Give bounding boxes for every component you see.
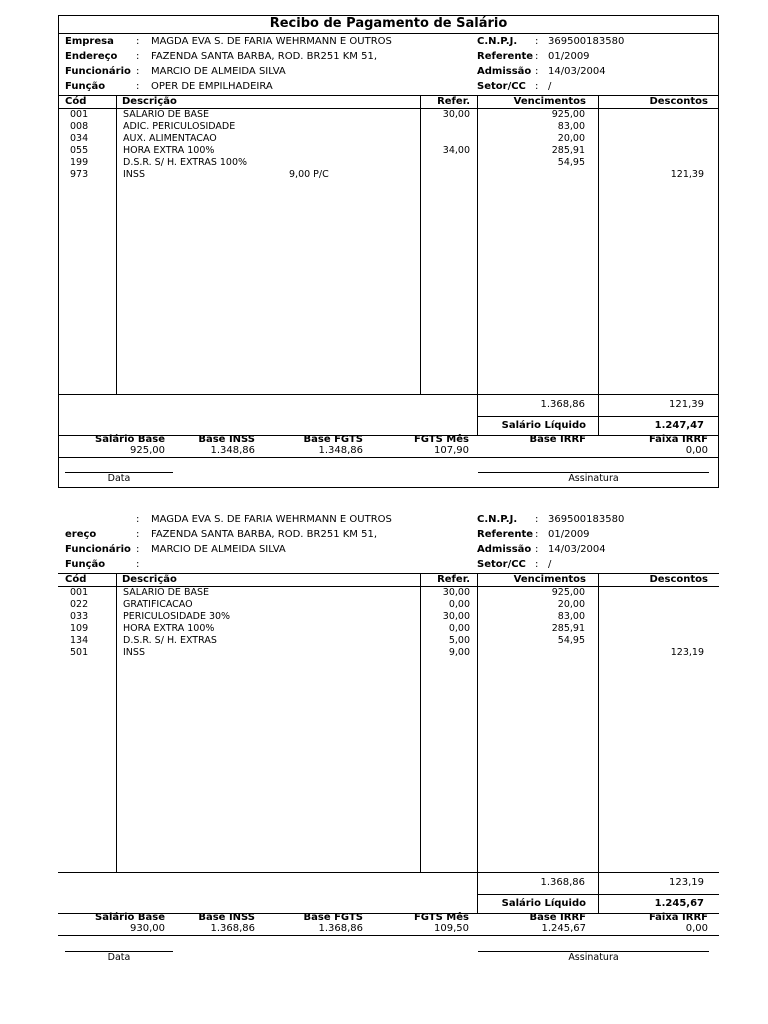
table-row-cod: 033: [70, 611, 89, 622]
table-row-venc: 83,00: [557, 121, 585, 132]
sep: :: [535, 544, 539, 555]
date-label: Data: [107, 952, 131, 963]
base-value: 930,00: [130, 923, 165, 934]
table-row-cod: 001: [70, 109, 89, 120]
label-cnpj: C.N.P.J.: [477, 36, 518, 47]
value-setor: /: [548, 81, 552, 92]
value-funcionario: MARCIO DE ALMEIDA SILVA: [151, 66, 286, 77]
table-row-cod: 008: [70, 121, 89, 132]
total-vencimentos: 1.368,86: [540, 877, 585, 888]
divider: [58, 935, 719, 936]
col-refer: Refer.: [437, 96, 470, 107]
base-label: Base INSS: [198, 912, 255, 923]
label-setor: Setor/CC: [477, 559, 526, 570]
sep: :: [535, 559, 539, 570]
label-admissao: Admissão: [477, 544, 532, 555]
value-admissao: 14/03/2004: [548, 544, 606, 555]
value-empresa: MAGDA EVA S. DE FARIA WEHRMANN E OUTROS: [151, 36, 392, 47]
base-value: 925,00: [130, 445, 165, 456]
col-divider: [116, 95, 117, 394]
value-setor: /: [548, 559, 552, 570]
date-label: Data: [107, 473, 131, 484]
table-row-venc: 285,91: [551, 145, 585, 156]
table-row-refer: 30,00: [442, 611, 470, 622]
label-referente: Referente: [477, 51, 534, 62]
col-refer: Refer.: [437, 574, 470, 585]
value-cnpj: 369500183580: [548, 514, 625, 525]
base-value: 1.348,86: [318, 445, 363, 456]
value-referente: 01/2009: [548, 529, 590, 540]
base-label: Faixa IRRF: [648, 434, 708, 445]
salario-liquido-value: 1.247,47: [654, 420, 704, 431]
table-row-venc: 285,91: [551, 623, 585, 634]
col-vencimentos: Vencimentos: [513, 574, 586, 585]
table-row-refer: 0,00: [448, 599, 470, 610]
salario-liquido-label: Salário Líquido: [501, 420, 586, 431]
col-vencimentos: Vencimentos: [513, 96, 586, 107]
base-label: Base FGTS: [303, 912, 363, 923]
base-label: FGTS Mês: [413, 434, 469, 445]
table-row-cod: 134: [70, 635, 89, 646]
divider: [58, 872, 719, 873]
value-admissao: 14/03/2004: [548, 66, 606, 77]
sep: :: [136, 36, 140, 47]
table-row-cod: 022: [70, 599, 89, 610]
base-label: Faixa IRRF: [648, 912, 708, 923]
signature-label: Assinatura: [568, 473, 619, 484]
sep: :: [136, 529, 140, 540]
base-value: 1.368,86: [210, 923, 255, 934]
salario-liquido-label: Salário Líquido: [501, 898, 586, 909]
value-funcionario: MARCIO DE ALMEIDA SILVA: [151, 544, 286, 555]
sep: :: [136, 66, 140, 77]
base-label: Base IRRF: [529, 434, 586, 445]
base-value: 0,00: [685, 923, 708, 934]
table-row-desc: SALARIO DE BASE: [123, 587, 210, 598]
table-row-refer: 34,00: [442, 145, 470, 156]
sep: :: [535, 51, 539, 62]
sep: :: [535, 81, 539, 92]
sep: :: [136, 514, 140, 525]
base-label: Base FGTS: [303, 434, 363, 445]
col-cod: Cód: [65, 574, 87, 585]
total-vencimentos: 1.368,86: [540, 399, 585, 410]
base-label: Base IRRF: [529, 912, 586, 923]
table-row-desc: ADIC. PERICULOSIDADE: [123, 121, 236, 132]
table-row-venc: 20,00: [557, 133, 585, 144]
sep: :: [535, 36, 539, 47]
col-divider: [420, 95, 421, 394]
table-row-desc: D.S.R. S/ H. EXTRAS 100%: [123, 157, 248, 168]
col-divider: [598, 573, 599, 913]
base-value: 1.245,67: [541, 923, 586, 934]
divider: [477, 894, 719, 895]
table-row-desc: INSS: [123, 647, 145, 658]
table-row-venc: 925,00: [551, 109, 585, 120]
table-row-desc: HORA EXTRA 100%: [123, 145, 215, 156]
table-row-desc: HORA EXTRA 100%: [123, 623, 215, 634]
table-row-refer: 30,00: [442, 109, 470, 120]
table-row-desc: GRATIFICACAO: [123, 599, 193, 610]
label-admissao: Admissão: [477, 66, 532, 77]
table-row-desc: PERICULOSIDADE 30%: [123, 611, 231, 622]
col-descontos: Descontos: [649, 574, 708, 585]
sep: :: [535, 514, 539, 525]
sep: :: [136, 81, 140, 92]
col-descricao: Descrição: [122, 574, 177, 585]
divider: [58, 394, 719, 395]
base-value: 109,50: [434, 923, 469, 934]
label-setor: Setor/CC: [477, 81, 526, 92]
sep: :: [535, 529, 539, 540]
value-endereco: FAZENDA SANTA BARBA, ROD. BR251 KM 51,: [151, 529, 378, 540]
base-value: 1.368,86: [318, 923, 363, 934]
table-row-cod: 055: [70, 145, 89, 156]
receipt-title: Recibo de Pagamento de Salário: [269, 16, 508, 31]
col-divider: [116, 573, 117, 872]
col-descricao: Descrição: [122, 96, 177, 107]
table-row-cod: 199: [70, 157, 89, 168]
table-row-desconto: 121,39: [670, 169, 704, 180]
table-row-venc: 20,00: [557, 599, 585, 610]
base-value: 1.348,86: [210, 445, 255, 456]
table-row-refer: 9,00: [448, 647, 470, 658]
value-empresa: MAGDA EVA S. DE FARIA WEHRMANN E OUTROS: [151, 514, 392, 525]
base-label: Salário Base: [95, 912, 165, 923]
table-row-desc: INSS: [123, 169, 145, 180]
divider: [477, 416, 719, 417]
label-funcionario: Funcionário: [65, 544, 131, 555]
table-row-cod: 109: [70, 623, 89, 634]
label-funcao: Função: [65, 81, 106, 92]
base-label: Base INSS: [198, 434, 255, 445]
value-cnpj: 369500183580: [548, 36, 625, 47]
table-row-cod: 034: [70, 133, 89, 144]
total-descontos: 121,39: [669, 399, 704, 410]
table-row-venc: 54,95: [557, 635, 585, 646]
table-row-refer: 0,00: [448, 623, 470, 634]
sep: :: [535, 66, 539, 77]
label-referente: Referente: [477, 529, 534, 540]
signature-label: Assinatura: [568, 952, 619, 963]
sep: :: [136, 51, 140, 62]
table-row-venc: 925,00: [551, 587, 585, 598]
label-endereco: Endereço: [65, 51, 118, 62]
base-label: Salário Base: [95, 434, 165, 445]
divider: [58, 33, 719, 34]
value-funcao: OPER DE EMPILHADEIRA: [151, 81, 273, 92]
value-endereco: FAZENDA SANTA BARBA, ROD. BR251 KM 51,: [151, 51, 378, 62]
table-row-cod: 001: [70, 587, 89, 598]
col-cod: Cód: [65, 96, 87, 107]
col-descontos: Descontos: [649, 96, 708, 107]
table-row-refer: 5,00: [448, 635, 470, 646]
label-empresa: Empresa: [65, 36, 114, 47]
label-funcao: Função: [65, 559, 106, 570]
label-endereco: ereço: [65, 529, 97, 540]
table-row-desc: SALARIO DE BASE: [123, 109, 210, 120]
base-value: 0,00: [685, 445, 708, 456]
total-descontos: 123,19: [669, 877, 704, 888]
table-row-desc: AUX. ALIMENTACAO: [123, 133, 217, 144]
base-value: 107,90: [434, 445, 469, 456]
table-row-refer: 30,00: [442, 587, 470, 598]
sep: :: [136, 559, 140, 570]
table-row-desc: D.S.R. S/ H. EXTRAS: [123, 635, 217, 646]
base-label: FGTS Mês: [413, 912, 469, 923]
table-row-venc: 54,95: [557, 157, 585, 168]
table-row-desconto: 123,19: [670, 647, 704, 658]
table-row-note: 9,00 P/C: [289, 169, 329, 180]
sep: :: [136, 544, 140, 555]
salario-liquido-value: 1.245,67: [654, 898, 704, 909]
table-row-venc: 83,00: [557, 611, 585, 622]
divider: [58, 457, 719, 458]
table-row-cod: 501: [70, 647, 89, 658]
value-referente: 01/2009: [548, 51, 590, 62]
col-divider: [598, 95, 599, 435]
label-funcionario: Funcionário: [65, 66, 131, 77]
label-cnpj: C.N.P.J.: [477, 514, 518, 525]
table-row-cod: 973: [70, 169, 89, 180]
